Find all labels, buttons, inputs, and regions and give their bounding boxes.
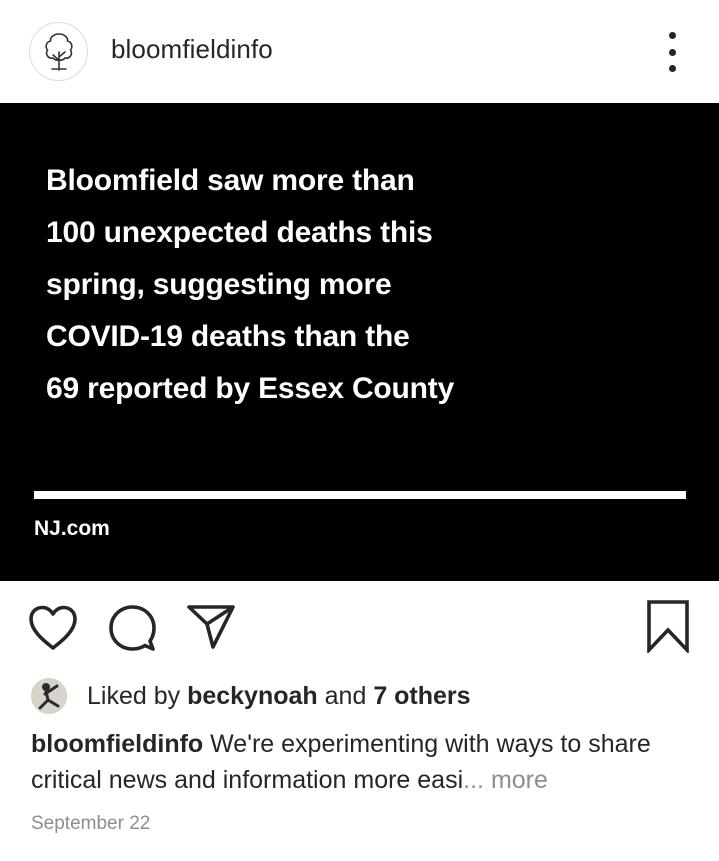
- heart-icon[interactable]: [27, 604, 79, 652]
- person-photo-icon: [31, 678, 67, 714]
- action-bar: [0, 581, 719, 671]
- divider-rule: [34, 491, 686, 499]
- bookmark-icon[interactable]: [645, 599, 691, 653]
- post-header: [0, 0, 719, 103]
- dot: [669, 65, 676, 72]
- post-caption: [31, 726, 701, 798]
- source-label: NJ.com: [34, 517, 110, 540]
- caption-ellipsis: ...: [463, 766, 484, 794]
- likes-text: [87, 682, 471, 711]
- caption-username[interactable]: bloomfieldinfo: [31, 730, 204, 758]
- headline-line: spring, suggesting more: [46, 268, 392, 301]
- tree-icon: [39, 30, 79, 74]
- likes-prefix: Liked by: [87, 681, 181, 710]
- headline-line: Bloomfield saw more than: [46, 164, 415, 197]
- likes-and: and: [324, 681, 367, 710]
- likes-others-link[interactable]: 7 others: [373, 681, 471, 710]
- more-options-icon[interactable]: [660, 32, 684, 72]
- caption-text: We're experimenting with ways to share critical news and information more easi: [31, 730, 651, 794]
- headline-line: 100 unexpected deaths this: [46, 216, 433, 249]
- headline-line: COVID-19 deaths than the: [46, 320, 410, 353]
- dot: [669, 32, 676, 39]
- post-date: September 22: [31, 813, 151, 834]
- profile-avatar[interactable]: [29, 22, 88, 81]
- caption-more-link[interactable]: more: [490, 766, 548, 794]
- post-headline: [46, 155, 526, 415]
- comment-icon[interactable]: [107, 603, 157, 653]
- liker-username[interactable]: beckynoah: [187, 681, 318, 710]
- post-image[interactable]: [0, 103, 719, 581]
- dot: [669, 49, 676, 56]
- likes-row: [31, 676, 471, 716]
- headline-line: 69 reported by Essex County: [46, 372, 455, 405]
- post-username[interactable]: bloomfieldinfo: [111, 34, 273, 64]
- liker-avatar[interactable]: [31, 678, 67, 714]
- paper-plane-icon[interactable]: [185, 602, 237, 652]
